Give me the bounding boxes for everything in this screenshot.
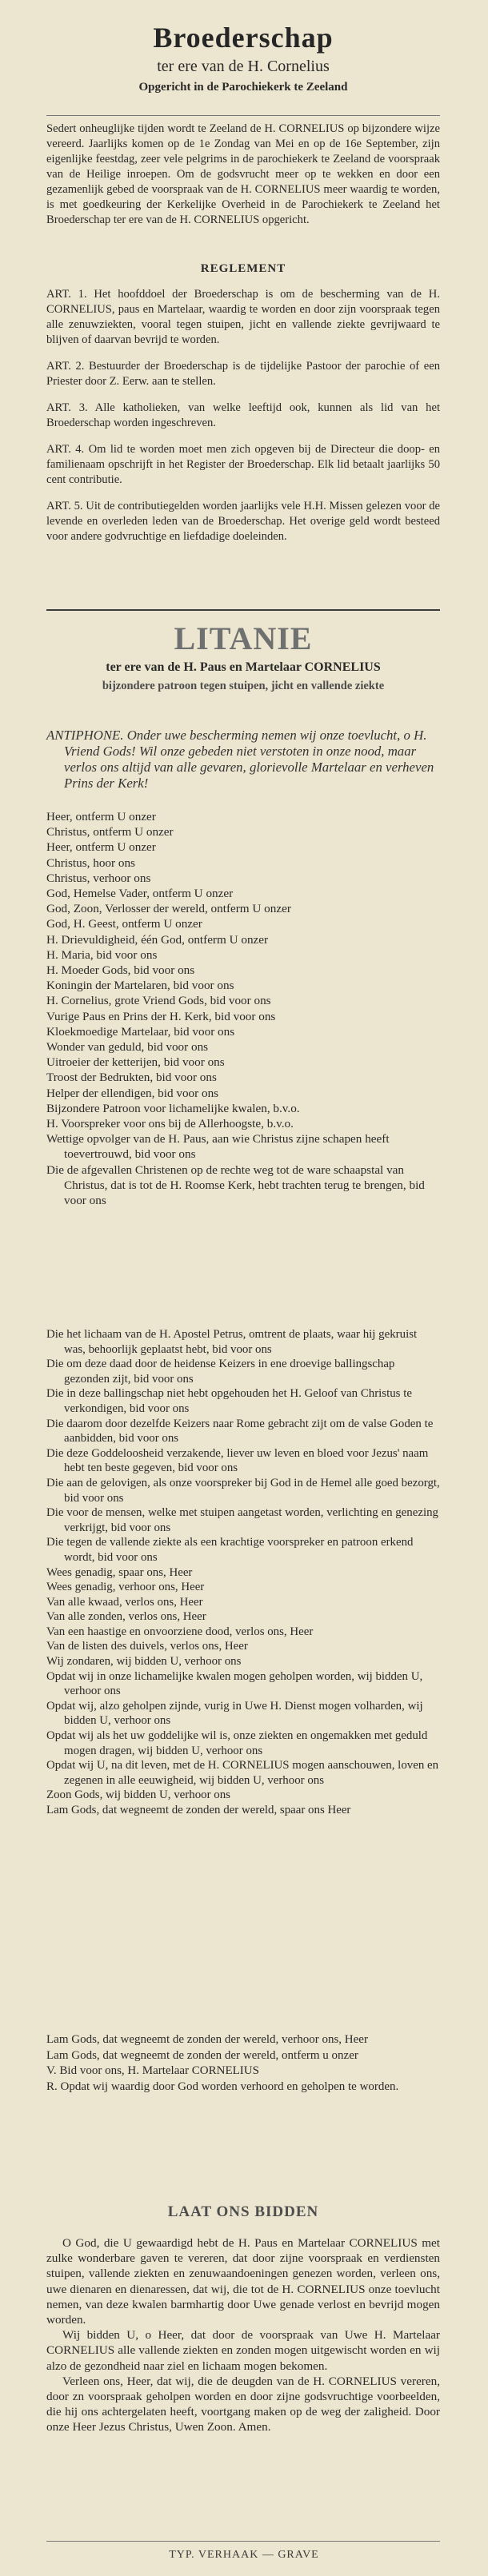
litany-line: Christus, verhoor ons xyxy=(46,871,151,885)
litany-line: Wij zondaren, wij bidden U, verhoor ons xyxy=(46,1655,242,1669)
litany-line: Uitroeier der ketterijen, bid voor ons xyxy=(46,1055,225,1070)
litany-line: Christus, ontferm U onzer xyxy=(46,825,174,839)
litanie-header xyxy=(0,620,488,693)
divider xyxy=(46,2541,440,2542)
reglement-heading: REGLEMENT xyxy=(200,262,286,275)
litany-line: Christus, hoor ons xyxy=(46,855,135,870)
litany-line: Wees genadig, spaar ons, Heer xyxy=(46,1565,193,1579)
page-title: Broederschap xyxy=(153,22,334,54)
litany-line: Die het lichaam van de H. Apostel Petrus, omtrent de plaats, waar hij gekruist was, behoorlijk geplaatst hebt, bid voor ons xyxy=(46,1328,418,1356)
prayer-paragraph: Verleen ons, Heer, dat wij, die de deugden van de H. CORNELIUS vereren, door zn voorspraak geholpen worden en door zijne godsvruchtige voorbeelden, die hij ons achtergelaten heeft, voortgang maken op de weg der zaligheid. Door onze Heer Jezus Christus, Uwen Zoon. Amen. xyxy=(46,2374,440,2434)
footer xyxy=(0,2549,488,2562)
litany-line: Wees genadig, verhoor ons, Heer xyxy=(46,1581,205,1594)
prayer-paragraph: O God, die U gewaardigd hebt de H. Paus en Martelaar CORNELIUS met zulke wonderbare gaven te vereren, dat door zijne voorspraak en verdiensten stuipen, vallende ziekten en zenuwaandoeningen genezen worden, verleen ons, uwe dienaren en dienaressen, dat wij, die tot de H. CORNELIUS onze toevlucht nemen, van deze kwalen barmhartig door Uwe genade verlost en bevrijd mogen worden. xyxy=(46,2236,440,2327)
litany-list xyxy=(46,809,440,1208)
litany-line: God, Zoon, Verlosser der wereld, ontferm U onzer xyxy=(46,902,291,916)
litany-line: Kloekmoedige Martelaar, bid voor ons xyxy=(46,1024,235,1039)
response-line: V. Bid voor ons, H. Martelaar CORNELIUS xyxy=(46,2064,259,2077)
article: ART. 3. Alle katholieken, van welke leeftijd ook, kunnen als lid van het Broederschap worden ingeschreven. xyxy=(46,401,440,429)
litany-line: Bijzondere Patroon voor lichamelijke kwalen, b.v.o. xyxy=(46,1101,300,1115)
response-line: Lam Gods, dat wegneemt de zonden der wereld, verhoor ons, Heer xyxy=(46,2033,368,2046)
litany-line: Van de listen des duivels, verlos ons, Heer xyxy=(46,1640,248,1653)
litany-line: Wonder van geduld, bid voor ons xyxy=(46,1040,209,1055)
litany-line: Opdat wij als het uw goddelijke wil is, onze ziekten en ongemakken met geduld mogen dragen, wij bidden U, verhoor ons xyxy=(46,1729,428,1757)
litany-line: Koningin der Martelaren, bid voor ons xyxy=(46,979,234,993)
litany-line: H. Drievuldigheid, één God, ontferm U onzer xyxy=(46,932,269,947)
page-subtitle-2: Opgericht in de Parochiekerk te Zeeland xyxy=(138,81,348,94)
litany-line: Die in deze ballingschap niet hebt opgehouden het H. Geloof van Christus te verkondigen, bid voor ons xyxy=(46,1387,412,1415)
litanie-subtitle-2: bijzondere patroon tegen stuipen, jicht en vallende ziekte xyxy=(102,680,385,692)
litany-line: Troost der Bedrukten, bid voor ons xyxy=(46,1071,217,1085)
divider xyxy=(46,609,440,611)
intro-section xyxy=(0,94,488,228)
litany-line: Heer, ontferm U onzer xyxy=(46,840,156,855)
article: ART. 1. Het hoofddoel der Broederschap is om de bescherming van de H. CORNELIUS, paus en Martelaar, waardig te worden en door zijn voorspraak tegen alle zenuwziekten, vooral tegen stuipen, jicht en vallende ziekte gevrijwaard te blijven of daarvan bevrijd te worden. xyxy=(46,288,440,346)
prayer-heading: LAAT ONS BIDDEN xyxy=(167,2203,319,2220)
litany-line: Opdat wij U, na dit leven, met de H. CORNELIUS mogen aanschouwen, loven en zegenen in alle eeuwigheid, wij bidden U, verhoor ons xyxy=(46,1759,439,1787)
closing-responses xyxy=(0,2032,488,2095)
litanie-subtitle: ter ere van de H. Paus en Martelaar CORNELIUS xyxy=(106,660,381,674)
litany-line: H. Voorspreker voor ons bij de Allerhoogste, b.v.o. xyxy=(46,1117,294,1131)
intro-paragraph: Sedert onheuglijke tijden wordt te Zeeland de H. CORNELIUS op bijzondere wijze vereerd. Jaarlijks komen op de 1e Zondag van Mei en op de 16e September, zijn eigenlijke feestdag, zeer vele pelgrims in de parochiekerk te Zeeland de voorspraak van de Heilige inroepen. Om de godsvrucht meer op te wekken en door een gezamenlijk gebed de voorspraak van de H. CORNELIUS meer waardig te worden, is met goedkeuring der Kerkelijke Overheid in de Parochiekerk te Zeeland het Broederschap ter ere van de H. CORNELIUS opgericht. xyxy=(46,122,440,226)
litany-line: H. Cornelius, grote Vriend Gods, bid voor ons xyxy=(46,994,271,1008)
litany-list-2 xyxy=(46,1327,440,1818)
litany-line: Die aan de gelovigen, als onze voorspreker bij God in de Hemel alle goed bezorgt, bid voor ons xyxy=(46,1476,440,1505)
litany-line: Heer, ontferm U onzer xyxy=(46,810,156,823)
prayer-paragraph: Wij bidden U, o Heer, dat door de voorspraak van Uwe H. Martelaar CORNELIUS alle vallende ziekten en zonden mogen uitgewischt worden en wij alzo de gezondheid naar ziel en lichaam mogen bekomen. xyxy=(46,2328,440,2373)
litany-line: God, Hemelse Vader, ontferm U onzer xyxy=(46,887,234,901)
litany-line: H. Moeder Gods, bid voor ons xyxy=(46,963,195,978)
article: ART. 4. Om lid te worden moet men zich opgeven bij de Directeur die doop- en familienaam opschrijft in het Register der Broederschap. Elk lid betaalt jaarlijks 50 cent contributie. xyxy=(46,443,440,486)
litany-line: Die de afgevallen Christenen op de rechte weg tot de ware schaapstal van Christus, dat is tot de H. Roomse Kerk, hebt trachten terug te brengen, bid voor ons xyxy=(46,1162,425,1208)
reglement-section xyxy=(0,240,488,544)
response-line: R. Opdat wij waardig door God worden verhoord en geholpen te worden. xyxy=(46,2080,399,2093)
litany-continuation xyxy=(0,1327,488,1818)
prayer-section xyxy=(0,2203,488,2435)
litany-line: Die voor de mensen, welke met stuipen aangetast worden, verlichting en genezing verkrijgt, bid voor ons xyxy=(46,1506,438,1534)
litany-line: Lam Gods, dat wegneemt de zonden der wereld, spaar ons Heer xyxy=(46,1804,351,1816)
antiphone: ANTIPHONE. Onder uwe bescherming nemen wij onze toevlucht, o H. Vriend Gods! Wil onze gebeden niet verstoten in onze nood, maar verlos ons altijd van alle gevaren, glorievolle Martelaar en verheven Prins der Kerk! xyxy=(46,728,434,791)
litany-line: Zoon Gods, wij bidden U, verhoor ons xyxy=(46,1788,230,1802)
litany-line: Van alle kwaad, verlos ons, Heer xyxy=(46,1595,203,1609)
response-line: Lam Gods, dat wegneemt de zonden der wereld, ontferm u onzer xyxy=(46,2048,358,2062)
litany-line: Vurige Paus en Prins der H. Kerk, bid voor ons xyxy=(46,1009,276,1023)
litany-line: God, H. Geest, ontferm U onzer xyxy=(46,917,202,931)
litany-line: Wettige opvolger van de H. Paus, aan wie Christus zijne schapen heeft toevertrouwd, bid voor ons xyxy=(46,1132,390,1162)
litany-line: Die om deze daad door de heidense Keizers in ene droevige ballingschap gezonden zijt, bid voor ons xyxy=(46,1358,395,1386)
response-list xyxy=(46,2032,440,2095)
litany-line: Die deze Goddeloosheid verzakende, liever uw leven en bloed voor Jezus' naam hebt ten beste gegeven, bid voor ons xyxy=(46,1446,429,1475)
article: ART. 2. Bestuurder der Broederschap is de tijdelijke Pastoor der parochie of een Priester door Z. Eerw. aan te stellen. xyxy=(46,360,440,388)
page-subtitle: ter ere van de H. Cornelius xyxy=(157,58,330,75)
header xyxy=(0,21,488,94)
litany-line: Van een haastige en onvoorziene dood, verlos ons, Heer xyxy=(46,1625,314,1638)
litany-line: Van alle zonden, verlos ons, Heer xyxy=(46,1610,206,1624)
litanie-title: LITANIE xyxy=(174,620,313,656)
litany-line: Helper der ellendigen, bid voor ons xyxy=(46,1086,219,1100)
printer-credit: TYP. VERHAAK — GRAVE xyxy=(169,2549,319,2561)
litany-line: Opdat wij in onze lichamelijke kwalen mogen geholpen worden, wij bidden U, verhoor ons xyxy=(46,1669,423,1698)
article: ART. 5. Uit de contributiegelden worden jaarlijks vele H.H. Missen gelezen voor de levende en overleden leden van de Broederschap. Het overige geld wordt besteed voor andere godvruchtige en liefdadige doeleinden. xyxy=(46,500,440,543)
litany-line: H. Maria, bid voor ons xyxy=(46,947,158,962)
litany-line: Die tegen de vallende ziekte als een krachtige voorspreker en patroon erkend wordt, bid voor ons xyxy=(46,1536,414,1564)
litany-line: Opdat wij, alzo geholpen zijnde, vurig in Uwe H. Dienst mogen volharden, wij bidden U, verhoor ons xyxy=(46,1699,423,1728)
litany-section xyxy=(0,710,488,1208)
litany-line: Die daarom door dezelfde Keizers naar Rome gebracht zijt om de valse Goden te aanbidden, bid voor ons xyxy=(46,1417,434,1446)
prayer-text xyxy=(46,2235,440,2435)
